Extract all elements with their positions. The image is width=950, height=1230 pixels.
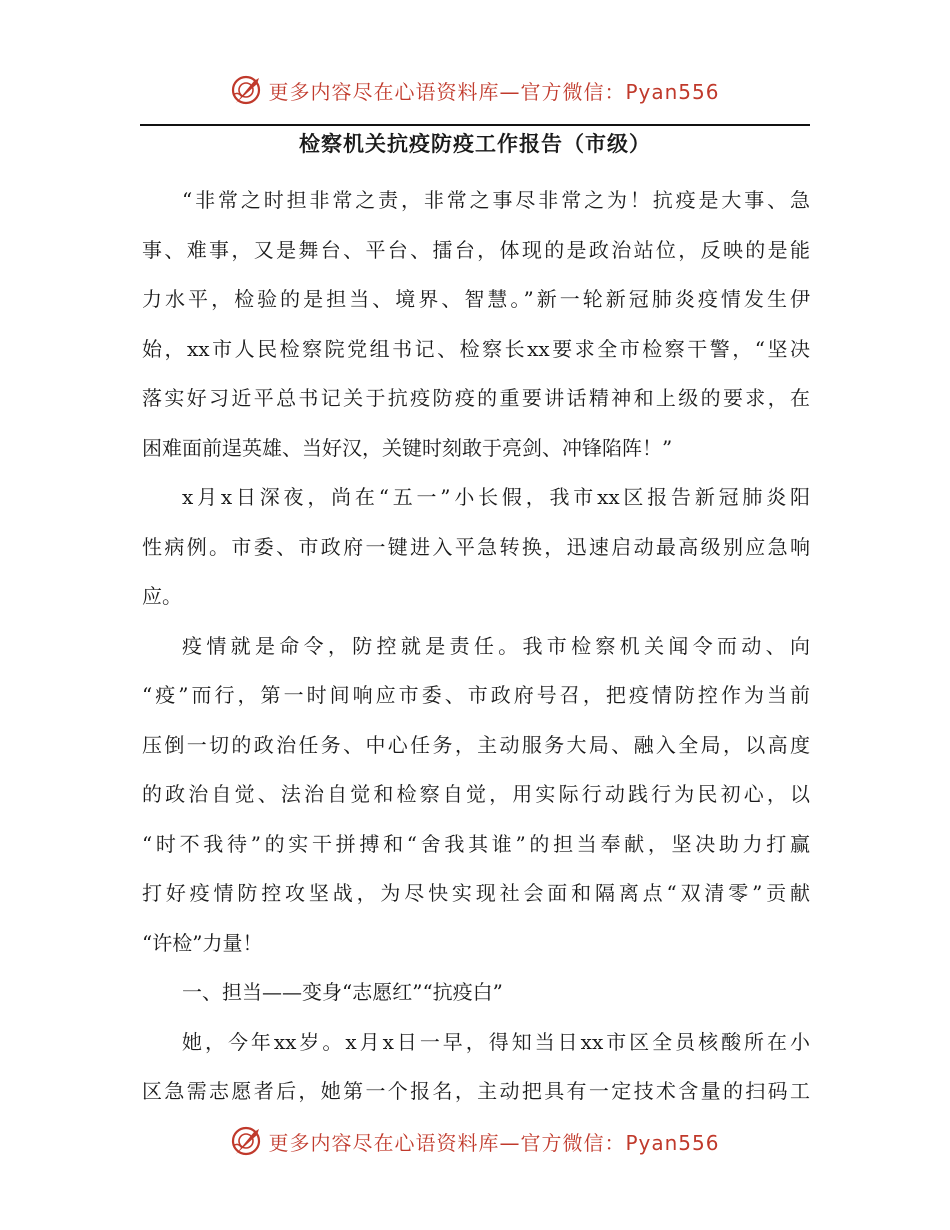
text-line: 她，今年xx岁。x月x日一早，得知当日xx市区全员核酸所在小 xyxy=(182,1029,810,1054)
document-body xyxy=(142,176,810,1117)
document-title: 检察机关抗疫防疫工作报告（市级） xyxy=(299,131,651,156)
header-banner xyxy=(0,70,950,110)
text-line: 压倒一切的政治任务、中心任务，主动服务大局、融入全局，以高度 xyxy=(142,732,810,757)
text-line: “非常之时担非常之责，非常之事尽非常之为！抗疫是大事、急 xyxy=(182,188,810,212)
text-line: 力水平，检验的是担当、境界、智慧。”新一轮新冠肺炎疫情发生伊 xyxy=(142,287,810,311)
text-line: 性病例。市委、市政府一键进入平急转换，迅速启动最高级别应急响 xyxy=(142,534,810,559)
footer-banner-text: 更多内容尽在心语资料库—官方微信：Pyan556 xyxy=(268,1130,720,1155)
text-line: 事、难事，又是舞台、平台、擂台，体现的是政治站位，反映的是能 xyxy=(142,237,810,262)
paragraph xyxy=(142,1018,810,1117)
text-line: 困难面前逞英雄、当好汉，关键时刻敢于亮剑、冲锋陷阵！” xyxy=(142,435,673,460)
text-line: 的政治自觉、法治自觉和检察自觉，用实际行动践行为民初心，以 xyxy=(142,782,810,806)
paragraph xyxy=(142,473,810,622)
text-line: 应。 xyxy=(142,584,182,608)
text-line: “许检”力量！ xyxy=(142,930,263,955)
section-heading xyxy=(142,968,810,1018)
text-line: “疫”而行，第一时间响应市委、市政府号召，把疫情防控作为当前 xyxy=(142,683,810,707)
paragraph xyxy=(142,622,810,969)
title-divider xyxy=(140,124,810,126)
text-line: 疫情就是命令，防控就是责任。我市检察机关闻令而动、向 xyxy=(182,633,810,658)
pen-logo-icon xyxy=(230,73,264,107)
text-line: 始，xx市人民检察院党组书记、检察长xx要求全市检察干警，“坚决 xyxy=(142,336,810,361)
text-line: 落实好习近平总书记关于抗疫防疫的重要讲话精神和上级的要求，在 xyxy=(142,386,810,410)
header-banner-text: 更多内容尽在心语资料库—官方微信：Pyan556 xyxy=(268,79,720,104)
text-line: x月x日深夜，尚在“五一”小长假，我市xx区报告新冠肺炎阳 xyxy=(182,485,810,509)
text-line: 打好疫情防控攻坚战，为尽快实现社会面和隔离点“双清零”贡献 xyxy=(142,881,810,905)
text-line: “时不我待”的实干拼搏和“舍我其谁”的担当奉献，坚决助力打赢 xyxy=(142,831,810,856)
text-line: 区急需志愿者后，她第一个报名，主动把具有一定技术含量的扫码工 xyxy=(142,1079,810,1103)
footer-banner xyxy=(0,1121,950,1161)
text-line: 一、担当——变身“志愿红”“抗疫白” xyxy=(182,980,503,1004)
paragraph xyxy=(142,176,810,473)
pen-logo-icon xyxy=(230,1124,264,1158)
